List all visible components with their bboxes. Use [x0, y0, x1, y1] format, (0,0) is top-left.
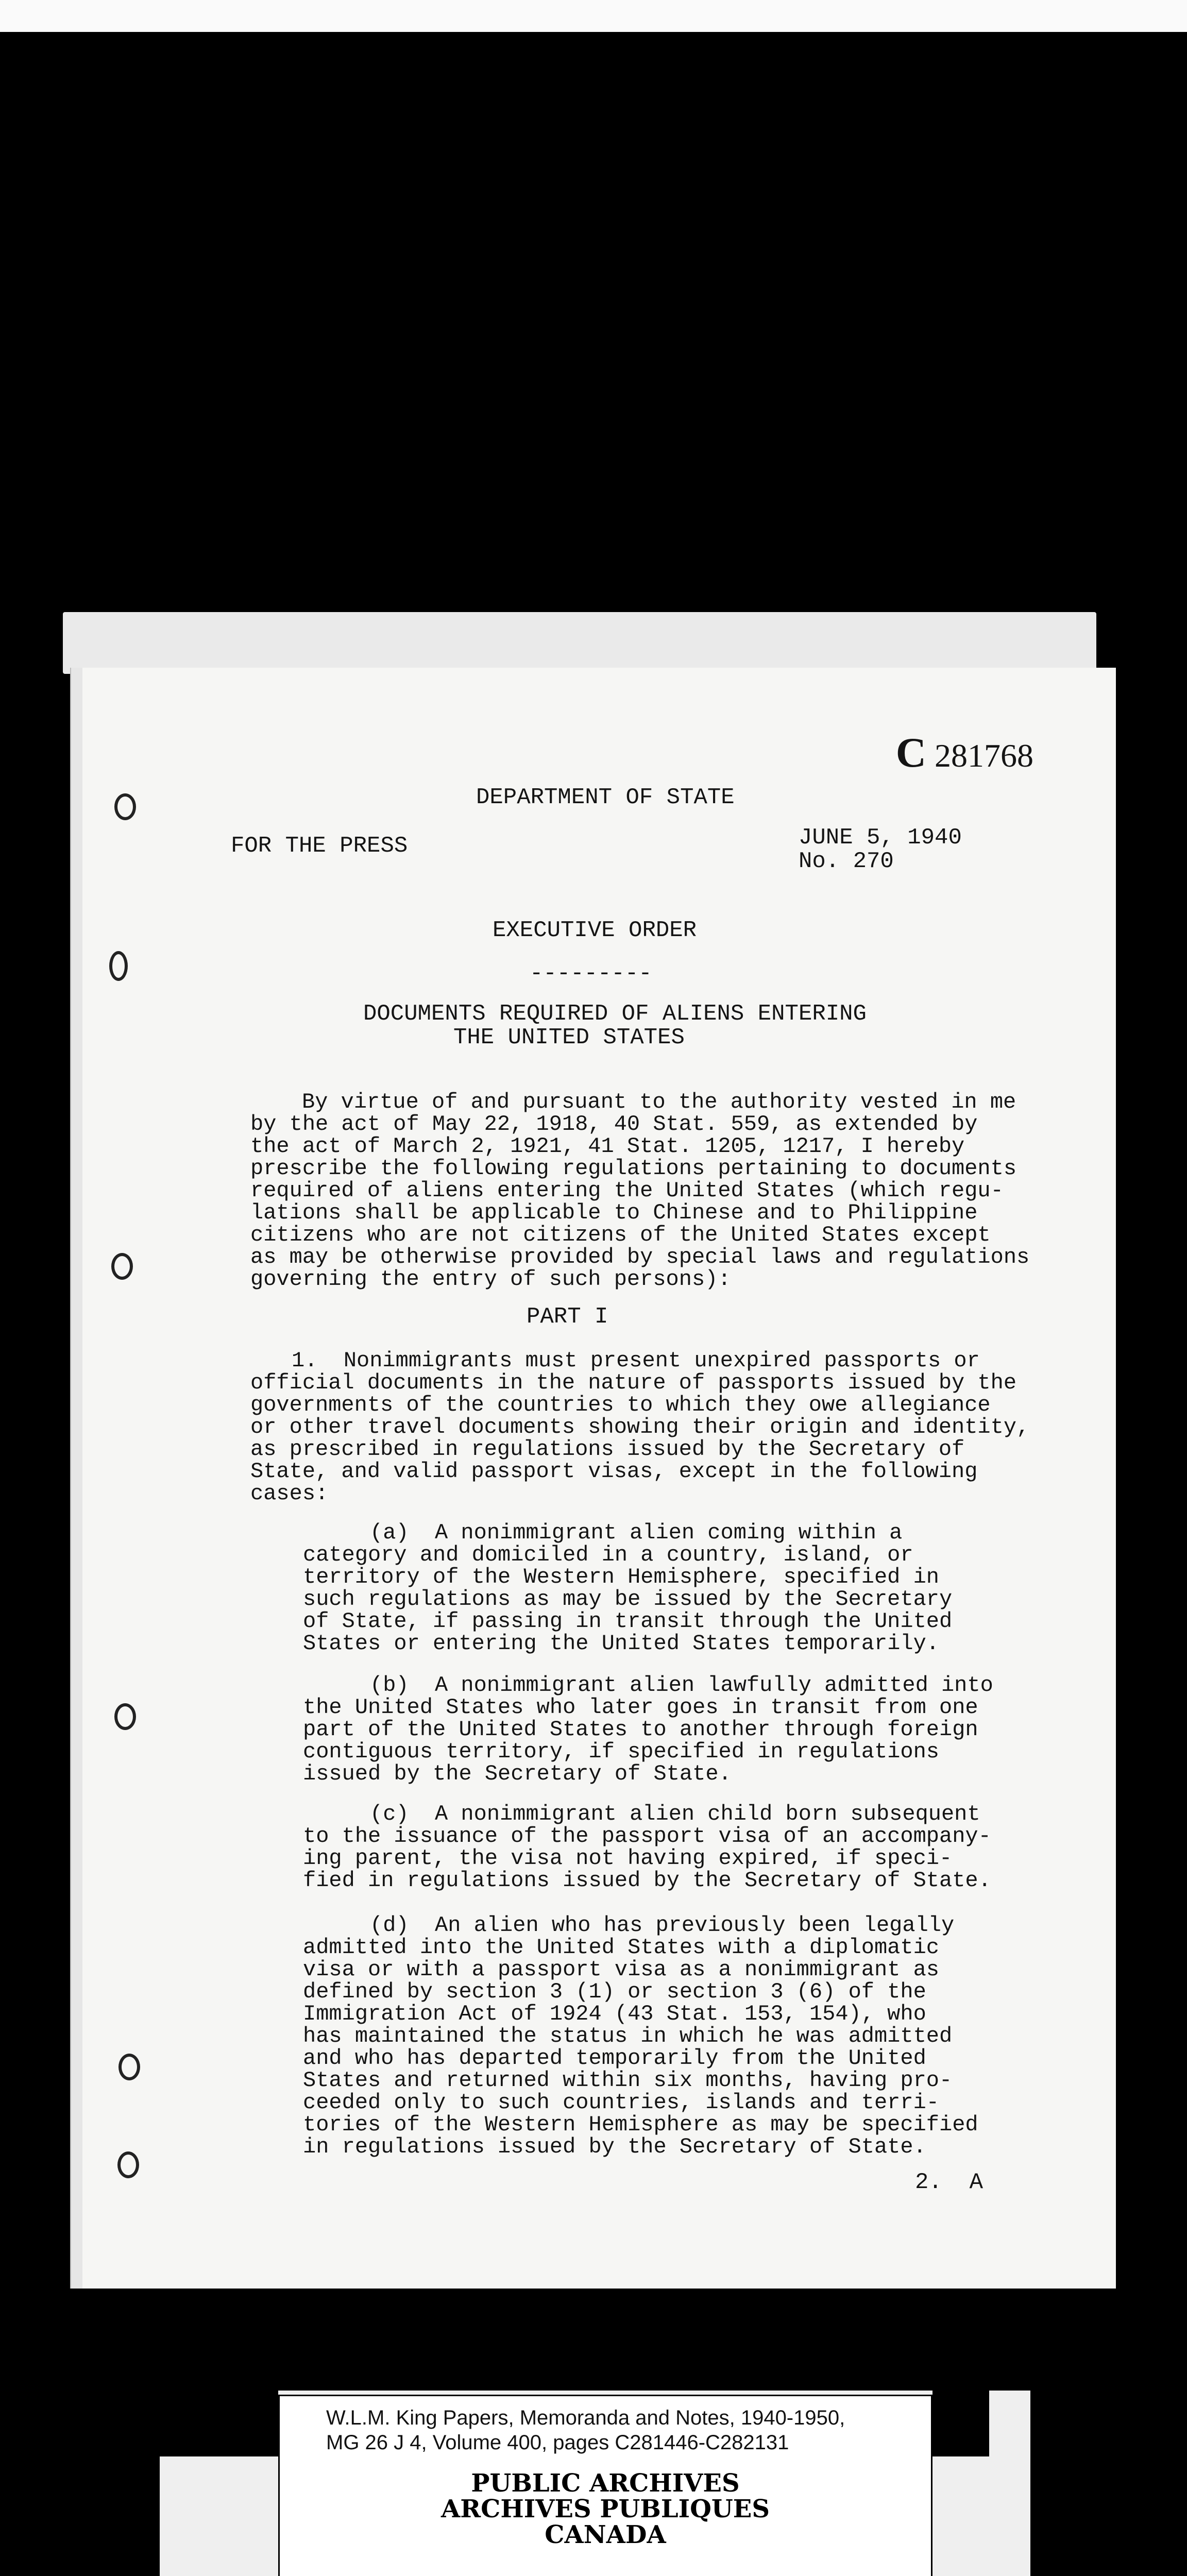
control-number — [896, 728, 1033, 777]
text-line: as prescribed in regulations issued by the Secretary of — [250, 1437, 965, 1462]
archive-country: CANADA — [545, 2520, 666, 2549]
text-line: territory of the Western Hemisphere, specified in — [303, 1565, 940, 1589]
citation-line: W.L.M. King Papers, Memoranda and Notes, 1940-1950, — [326, 2406, 845, 2429]
release-date: JUNE 5, 1940 — [799, 825, 962, 851]
text-line: citizens who are not citizens of the United States except — [250, 1223, 991, 1247]
text-line: (d) An alien who has previously been legally — [370, 1913, 955, 1938]
archive-name-fr: ARCHIVES PUBLIQUES — [441, 2495, 770, 2523]
release-number: No. 270 — [799, 849, 894, 874]
underlying-sheet — [63, 612, 1096, 674]
text-line: By virtue of and pursuant to the authority vested in me — [302, 1090, 1016, 1114]
text-line: defined by section 3 (1) or section 3 (6) of the — [303, 1979, 926, 2004]
text-line: 1. Nonimmigrants must present unexpired passports or — [292, 1348, 980, 1373]
title-divider: --------- — [530, 961, 652, 987]
clause-d-paragraph — [303, 1914, 978, 2158]
catchword: 2. A — [915, 2170, 983, 2195]
control-letter: C — [895, 729, 926, 776]
archive-label — [278, 2395, 932, 2576]
text-line: (a) A nonimmigrant alien coming within a — [370, 1520, 903, 1545]
text-line: by the act of May 22, 1918, 40 Stat. 559, as extended by — [250, 1112, 978, 1137]
text-line: the act of March 2, 1921, 41 Stat. 1205, 1217, I hereby — [250, 1134, 965, 1159]
preamble-paragraph — [250, 1091, 1029, 1291]
text-line: required of aliens entering the United States (which regu- — [250, 1178, 1004, 1203]
text-line: in regulations issued by the Secretary of State. — [303, 2134, 926, 2159]
label-shadow-right — [932, 2391, 989, 2456]
clause-b-paragraph — [303, 1674, 993, 1785]
document-page — [82, 668, 1116, 2289]
text-line: ing parent, the visa not having expired, if speci- — [303, 1846, 953, 1871]
text-line: Immigration Act of 1924 (43 Stat. 153, 154), who — [303, 2002, 926, 2026]
text-line: States and returned within six months, having pro- — [303, 2068, 953, 2093]
department-heading: DEPARTMENT OF STATE — [476, 785, 735, 810]
text-line: (b) A nonimmigrant alien lawfully admitted into — [370, 1673, 993, 1698]
punch-hole — [114, 793, 136, 820]
text-line: admitted into the United States with a diplomatic — [303, 1935, 940, 1960]
punch-hole — [114, 1703, 136, 1730]
archive-name-en: PUBLIC ARCHIVES — [471, 2469, 740, 2498]
clause-a-paragraph — [303, 1522, 952, 1655]
text-line: to the issuance of the passport visa of an accompany- — [303, 1824, 991, 1849]
order-type: EXECUTIVE ORDER — [493, 918, 697, 943]
citation-line: MG 26 J 4, Volume 400, pages C281446-C282131 — [326, 2431, 789, 2454]
text-line: as may be otherwise provided by special laws and regulations — [250, 1245, 1030, 1269]
text-line: of State, if passing in transit through the United — [303, 1609, 953, 1634]
text-line: tories of the Western Hemisphere as may be specified — [303, 2112, 978, 2137]
text-line: part of the United States to another through foreign — [303, 1717, 978, 1742]
archive-name — [280, 2470, 931, 2548]
text-line: official documents in the nature of passports issued by the — [250, 1370, 1017, 1395]
text-line: has maintained the status in which he was admitted — [303, 2024, 953, 2048]
punch-hole — [117, 2151, 139, 2178]
clause-c-paragraph — [303, 1803, 991, 1892]
text-line: fied in regulations issued by the Secretary of State. — [303, 1868, 991, 1893]
label-shadow-left — [139, 2391, 278, 2456]
text-line: State, and valid passport visas, except in the following — [250, 1459, 978, 1484]
text-line: governments of the countries to which they owe allegiance — [250, 1393, 991, 1417]
text-line: issued by the Secretary of State. — [303, 1761, 732, 1786]
punch-hole — [109, 951, 128, 981]
text-line: lations shall be applicable to Chinese and to Philippine — [250, 1200, 978, 1225]
release-line: FOR THE PRESS — [231, 833, 408, 859]
section-1-paragraph — [250, 1350, 1029, 1505]
control-digits: 281768 — [935, 737, 1033, 774]
text-line: the United States who later goes in transit from one — [303, 1695, 978, 1720]
text-line: ceeded only to such countries, islands and terri- — [303, 2090, 940, 2115]
text-line: governing the entry of such persons): — [250, 1267, 731, 1292]
text-line: cases: — [250, 1481, 329, 1506]
text-line: (c) A nonimmigrant alien child born subsequent — [370, 1802, 980, 1826]
punch-hole — [111, 1253, 133, 1280]
film-top-strip — [0, 0, 1187, 32]
subject-line-2: THE UNITED STATES — [453, 1025, 685, 1050]
punch-hole — [118, 2054, 140, 2080]
archive-citation — [280, 2396, 931, 2455]
text-line: or other travel documents showing their origin and identity, — [250, 1415, 1030, 1439]
text-line: contiguous territory, if specified in regulations — [303, 1739, 940, 1764]
text-line: prescribe the following regulations pertaining to documents — [250, 1156, 1017, 1181]
text-line: States or entering the United States temporarily. — [303, 1631, 940, 1656]
part-heading: PART I — [527, 1304, 608, 1330]
subject-line-1: DOCUMENTS REQUIRED OF ALIENS ENTERING — [363, 1001, 867, 1027]
text-line: category and domiciled in a country, island, or — [303, 1543, 913, 1567]
text-line: and who has departed temporarily from the United — [303, 2046, 926, 2071]
text-line: such regulations as may be issued by the Secretary — [303, 1587, 953, 1612]
text-line: visa or with a passport visa as a nonimmigrant as — [303, 1957, 940, 1982]
